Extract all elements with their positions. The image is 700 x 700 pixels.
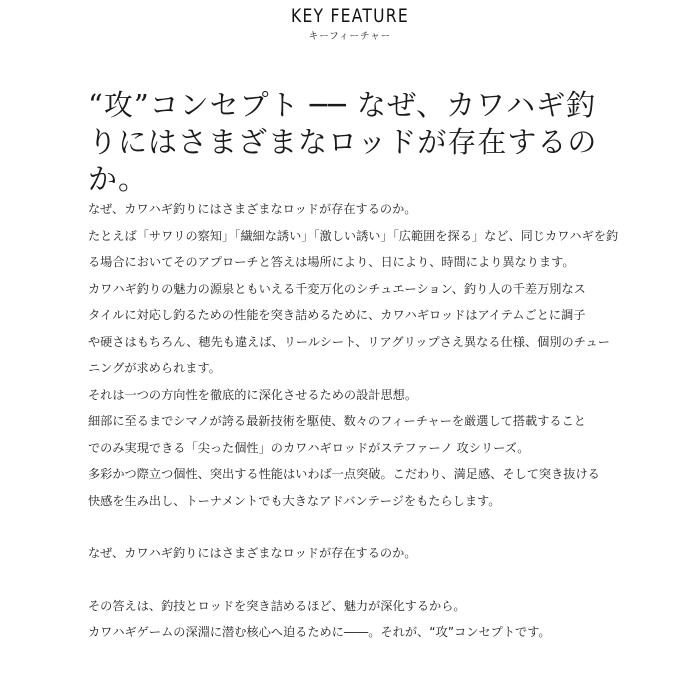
body-line: る場合においてそのアプローチと答えは場所により、日により、時間により異なります。 (88, 255, 575, 269)
body-line: でのみ実現できる「尖った個性」のカワハギロッドがステファーノ 攻シリーズ。 (88, 440, 530, 455)
headline-line: “攻”コンセプト ── なぜ、カワハギ釣 (88, 88, 597, 123)
body-line: カワハギ釣りの魅力の源泉ともいえる千変万化のシチュエーション、釣り人の千差万別なス (88, 281, 586, 296)
body-line: 多彩かつ際立つ個性、突出する性能はいわば一点突破。こだわり、満足感、そして突き抜ける (88, 467, 600, 481)
headline-line: りにはさまざまなロッドが存在するの (88, 125, 598, 160)
body-line: ニングが求められます。 (88, 361, 221, 375)
body-line: 快感を生み出し、トーナメントでも大きなアドバンテージをもたらします。 (88, 493, 501, 508)
body-repeat-line: なぜ、カワハギ釣りにはさまざまなロッドが存在するのか。 (88, 546, 417, 560)
body-line: たとえば「サワリの察知」「繊細な誘い」「激しい誘い」「広範囲を探る」など、同じカワハギを釣 (88, 228, 619, 243)
body-line: なぜ、カワハギ釣りにはさまざまなロッドが存在するのか。 (88, 202, 417, 216)
closing-line: その答えは、釣技とロッドを突き詰めるほど、魅力が深化するから。 (88, 598, 466, 613)
body-line: 細部に至るまでシマノが誇る最新技術を駆使、数々のフィーチャーを厳選して搭載すること (88, 414, 586, 428)
body-line: それは一つの方向性を徹底的に深化させるための設計思想。 (88, 387, 418, 402)
section-header (0, 4, 700, 44)
body-line: や硬さはもちろん、穂先も違えば、リールシート、リアグリップさえ異なる仕様、個別のチュー (88, 334, 610, 349)
closing-line: カワハギゲームの深淵に潜む核心へ迫るために――。それが、“攻”コンセプトです。 (88, 625, 551, 639)
section-subtitle: キーフィーチャー (308, 31, 392, 42)
headline-line: か。 (88, 162, 149, 197)
section-title: KEY FEATURE (291, 5, 409, 27)
body-text (88, 196, 668, 646)
body-line: タイルに対応し釣るための性能を突き詰めるために、カワハギロッドはアイテムごとに調子 (88, 308, 586, 322)
headline (88, 87, 648, 198)
